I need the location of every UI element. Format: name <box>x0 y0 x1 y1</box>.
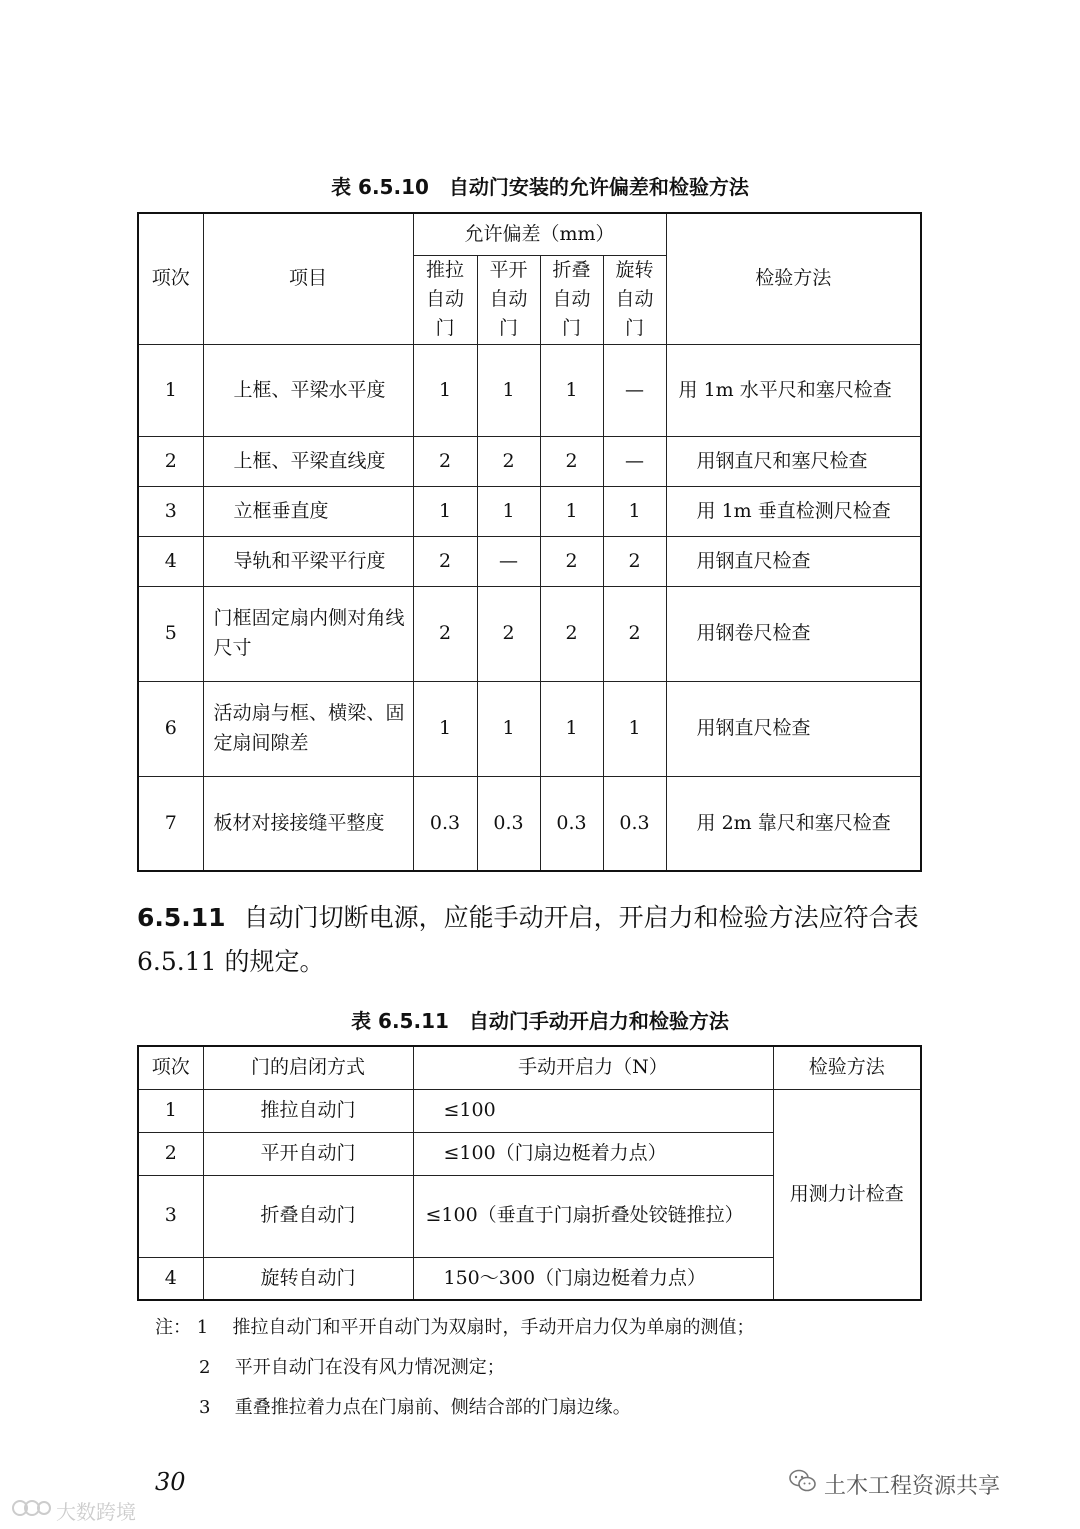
row-item: 板材对接接缝平整度 <box>203 776 413 871</box>
row-force: ≤100 <box>413 1089 773 1132</box>
header-method: 检验方法 <box>666 213 921 344</box>
row-no: 2 <box>138 436 203 486</box>
row-no: 3 <box>138 486 203 536</box>
watermark-left <box>10 1496 136 1525</box>
table-row <box>138 586 921 681</box>
header-door-type: 旋转自动门 <box>603 255 666 344</box>
clause-paragraph <box>137 896 922 984</box>
row-mode: 旋转自动门 <box>203 1257 413 1300</box>
note-item <box>199 1393 631 1419</box>
header-mode: 门的启闭方式 <box>203 1046 413 1089</box>
row-value: 1 <box>540 344 603 436</box>
watermark-right-text: 土木工程资源共享 <box>824 1473 1001 1499</box>
row-value: 2 <box>540 436 603 486</box>
row-item: 门框固定扇内侧对角线尺寸 <box>203 586 413 681</box>
note-number: 1 <box>196 1317 209 1338</box>
row-value: — <box>603 344 666 436</box>
row-value: 2 <box>540 586 603 681</box>
row-method: 用 2m 靠尺和塞尺检查 <box>666 776 921 871</box>
table-row <box>138 536 921 586</box>
row-method: 用钢直尺检查 <box>666 681 921 776</box>
row-force: ≤100（门扇边梃着力点） <box>413 1132 773 1175</box>
row-value: 2 <box>477 586 540 681</box>
logo-icon <box>10 1497 52 1524</box>
row-no: 1 <box>138 344 203 436</box>
row-item: 活动扇与框、横梁、固定扇间隙差 <box>203 681 413 776</box>
row-method: 用钢直尺检查 <box>666 536 921 586</box>
header-item: 项目 <box>203 213 413 344</box>
row-value: 1 <box>477 681 540 776</box>
header-door-type: 推拉自动门 <box>413 255 477 344</box>
note-text: 重叠推拉着力点在门扇前、侧结合部的门扇边缘。 <box>234 1397 631 1418</box>
note-item <box>199 1353 505 1379</box>
table-row <box>138 486 921 536</box>
table1-caption: 表 6.5.10 自动门安装的允许偏差和检验方法 <box>331 175 749 199</box>
note-number: 3 <box>199 1397 211 1418</box>
row-no: 2 <box>138 1132 203 1175</box>
row-mode: 推拉自动门 <box>203 1089 413 1132</box>
note-number: 2 <box>199 1357 211 1378</box>
row-value: 0.3 <box>477 776 540 871</box>
header-item-no: 项次 <box>138 213 203 344</box>
row-value: — <box>603 436 666 486</box>
row-value: 0.3 <box>603 776 666 871</box>
row-value: — <box>477 536 540 586</box>
row-value: 0.3 <box>540 776 603 871</box>
row-no: 4 <box>138 536 203 586</box>
table2-caption: 表 6.5.11 自动门手动开启力和检验方法 <box>351 1009 729 1033</box>
tolerance-table <box>137 212 922 872</box>
row-method: 用 1m 水平尺和塞尺检查 <box>666 344 921 436</box>
note-text: 平开自动门在没有风力情况测定； <box>234 1357 505 1378</box>
row-no: 5 <box>138 586 203 681</box>
row-method: 用钢直尺和塞尺检查 <box>666 436 921 486</box>
wechat-icon <box>788 1468 818 1500</box>
row-no: 7 <box>138 776 203 871</box>
row-value: 0.3 <box>413 776 477 871</box>
row-value: 2 <box>413 536 477 586</box>
row-item: 导轨和平梁平行度 <box>203 536 413 586</box>
header-door-type: 平开自动门 <box>477 255 540 344</box>
note-item <box>155 1313 754 1339</box>
table-row <box>138 1089 921 1132</box>
row-item: 立框垂直度 <box>203 486 413 536</box>
row-value: 2 <box>603 536 666 586</box>
row-value: 2 <box>413 436 477 486</box>
row-value: 1 <box>540 681 603 776</box>
row-mode: 平开自动门 <box>203 1132 413 1175</box>
row-value: 1 <box>603 681 666 776</box>
row-value: 2 <box>477 436 540 486</box>
row-value: 1 <box>477 344 540 436</box>
header-tolerance-group: 允许偏差（mm） <box>413 213 666 255</box>
opening-force-table <box>137 1045 922 1301</box>
clause-number: 6.5.11 <box>137 903 226 932</box>
row-mode: 折叠自动门 <box>203 1175 413 1257</box>
watermark-right <box>788 1468 1000 1500</box>
table-row <box>138 681 921 776</box>
header-force: 手动开启力（N） <box>413 1046 773 1089</box>
row-no: 6 <box>138 681 203 776</box>
row-no: 4 <box>138 1257 203 1300</box>
row-item: 上框、平梁直线度 <box>203 436 413 486</box>
row-value: 1 <box>413 486 477 536</box>
page-number: 30 <box>155 1468 186 1496</box>
watermark-left-text: 大数跨境 <box>56 1500 136 1524</box>
row-force: ≤100（垂直于门扇折叠处铰链推拉） <box>413 1175 773 1257</box>
row-no: 3 <box>138 1175 203 1257</box>
row-value: 1 <box>603 486 666 536</box>
row-method: 用 1m 垂直检测尺检查 <box>666 486 921 536</box>
header-item-no: 项次 <box>138 1046 203 1089</box>
row-method: 用钢卷尺检查 <box>666 586 921 681</box>
row-value: 1 <box>477 486 540 536</box>
clause-text: 自动门切断电源，应能手动开启，开启力和检验方法应符合表 6.5.11 的规定。 <box>137 903 919 976</box>
row-value: 1 <box>540 486 603 536</box>
row-value: 2 <box>540 536 603 586</box>
header-method: 检验方法 <box>773 1046 921 1089</box>
table-row <box>138 344 921 436</box>
row-item: 上框、平梁水平度 <box>203 344 413 436</box>
row-no: 1 <box>138 1089 203 1132</box>
row-force: 150～300（门扇边梃着力点） <box>413 1257 773 1300</box>
row-method: 用测力计检查 <box>773 1089 921 1300</box>
row-value: 1 <box>413 344 477 436</box>
row-value: 1 <box>413 681 477 776</box>
notes-label: 注： <box>155 1317 191 1338</box>
row-value: 2 <box>413 586 477 681</box>
row-value: 2 <box>603 586 666 681</box>
table-row <box>138 776 921 871</box>
table-row <box>138 436 921 486</box>
note-text: 推拉自动门和平开自动门为双扇时，手动开启力仅为单扇的测值； <box>232 1317 755 1338</box>
header-door-type: 折叠自动门 <box>540 255 603 344</box>
